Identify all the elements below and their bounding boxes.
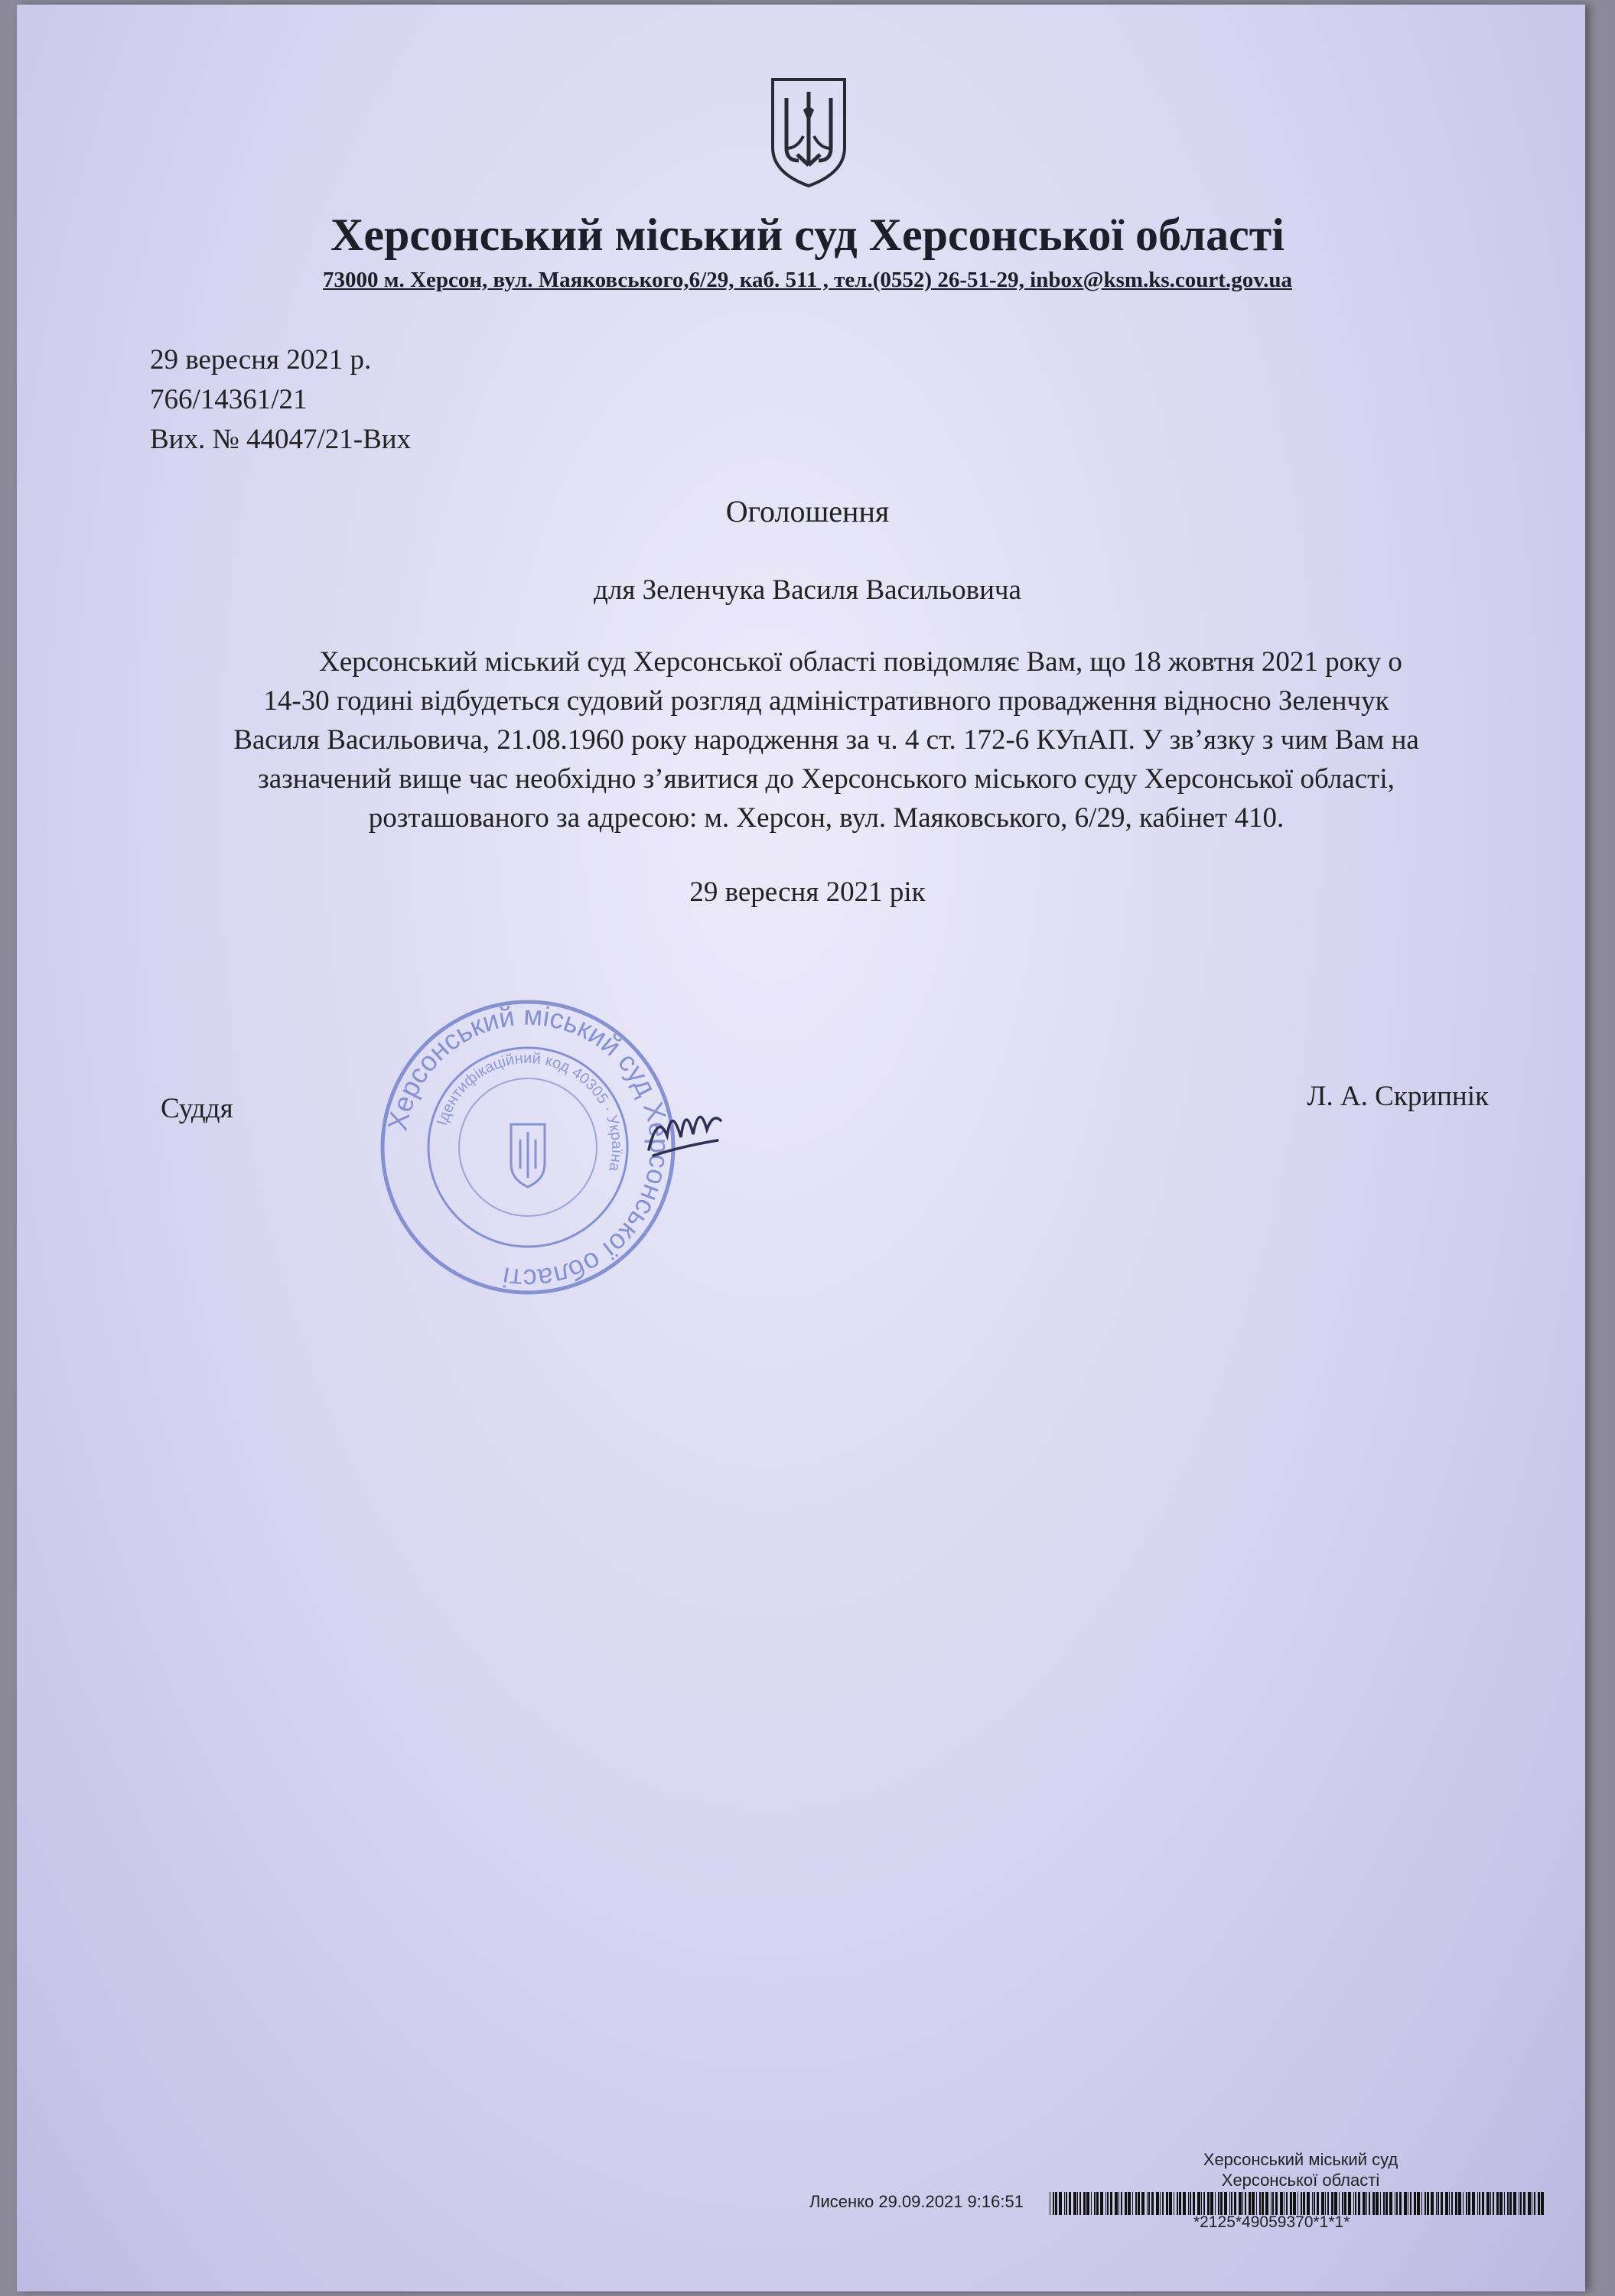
registered-by: Лисенко 29.09.2021 9:16:51 [809,2192,1024,2211]
body-line: розташованого за адресою: м. Херсон, вул. Маяковського, 6/29, кабінет 410. [368,802,1285,834]
registry-court-label [1163,2149,1438,2190]
announcement-date: 29 вересня 2021 рік [689,876,926,908]
case-number: 766/14361/21 [150,384,308,415]
document-title: Оголошення [725,494,890,528]
issue-date: 29 вересня 2021 р. [150,344,372,376]
body-line: зазначений вище час необхідно з’явитися до Херсонського міського суду Херсонської області, [258,763,1395,795]
coat-of-arms-icon [767,75,851,190]
judge-name: Л. А. Скрипнік [1307,1081,1489,1112]
seal-inner-text: Ідентифікаційний код 40305 · Україна [434,1049,626,1173]
body-line: 14-30 годині відбудеться судовий розгляд адміністративного провадження відносно Зеленчук [263,685,1389,717]
court-seal-stamp [375,994,681,1300]
judge-signature [643,1090,727,1166]
registry-court-line2: Херсонської області [1221,2171,1380,2190]
body-line: Василя Васильовича, 21.08.1960 року народження за ч. 4 ст. 172-6 КУпАП. У зв’язку з чим Вам на [233,724,1419,756]
announcement-body [153,642,1499,837]
document-barcode [1050,2192,1547,2215]
body-line: Херсонський міський суд Херсонської області повідомляє Вам, що 18 жовтня 2021 року о [319,646,1402,678]
registry-court-line1: Херсонський міський суд [1203,2150,1398,2169]
court-address-line: 73000 м. Херсон, вул. Маяковського,6/29, каб. 511 , тел.(0552) 26-51-29, inbox@ksm.ks.court.gov.ua [323,268,1292,292]
outgoing-number: Вих. № 44047/21-Вих [150,424,412,455]
seal-outer-text: Херсонський міський суд Херсонської області [381,999,676,1296]
judge-role-label: Суддя [161,1093,233,1124]
barcode-number: *2125*49059370*1*1* [1193,2213,1350,2231]
document-meta [150,340,411,460]
recipient-line: для Зеленчука Василя Васильовича [594,574,1021,606]
court-name-heading: Херсонський міський суд Херсонської області [330,210,1285,260]
